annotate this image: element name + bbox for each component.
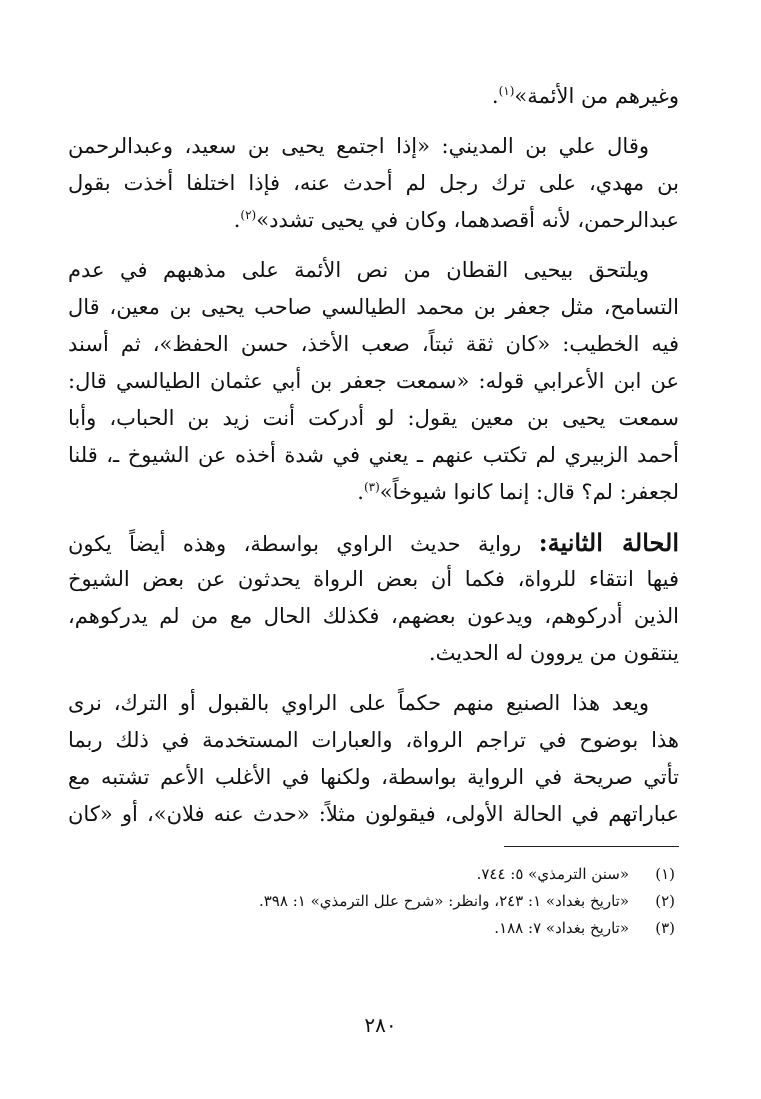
paragraph-1 <box>68 78 679 115</box>
footnote-ref: (٢) <box>240 208 257 222</box>
text-line: بن مهدي، على ترك رجل لم أحدث عنه، فإذا اختلفا أخذت بقول <box>68 171 679 195</box>
text-line: ينتقون من يروون له الحديث. <box>428 641 679 665</box>
footnote-text: «سنن الترمذي» ٥: ٧٤٤. <box>476 865 629 883</box>
text-line: وقال علي بن المديني: «إذا اجتمع يحيى بن سعيد، وعبدالرحمن <box>68 134 649 158</box>
paragraph-2 <box>68 128 679 239</box>
text-line: تأتي صريحة في الرواية بواسطة، ولكنها في الأغلب الأعم تشتبه مع <box>68 765 679 789</box>
text-line: الذين أدركوهم، ويدعون بعضهم، فكذلك الحال مع من لم يدركوهم، <box>68 604 679 628</box>
footnote-ref: (١) <box>498 84 515 98</box>
paragraph-4 <box>68 524 679 672</box>
text-line: فيها انتقاء للرواة، فكما أن بعض الرواة يحدثون عن بعض الشيوخ <box>68 567 679 591</box>
text-line: وغيرهم من الأئمة»$^{(١)}$. <box>491 84 679 108</box>
footnote-number: (٢) <box>655 892 675 910</box>
footnote-ref: (٣) <box>363 480 380 494</box>
footnote-text: «تاريخ بغداد» ٧: ١٨٨. <box>494 919 629 937</box>
page-number: ٢٨٠ <box>364 1013 397 1037</box>
footnote-number: (٣) <box>655 919 675 937</box>
text-line: ويلتحق بيحيى القطان من نص الأئمة على مذهبهم في عدم <box>68 258 649 282</box>
section-heading: الحالة الثانية: <box>538 528 679 557</box>
text-line: التسامح، مثل جعفر بن محمد الطيالسي صاحب يحيى بن معين، قال <box>68 295 679 319</box>
text-line: سمعت يحيى بن معين يقول: لو أدركت أنت زيد بن الحباب، وأبا <box>68 406 679 430</box>
paragraph-3 <box>68 252 679 511</box>
footnote <box>68 861 679 888</box>
text-line: لجعفر: لم؟ قال: إنما كانوا شيوخاً»$^{(٣)}$. <box>357 480 679 504</box>
footnotes <box>68 861 679 942</box>
paragraph-5 <box>68 685 679 833</box>
text-line: هذا بوضوح في تراجم الرواة، والعبارات المستخدمة في ذلك ربما <box>68 728 679 752</box>
text-line: فيه الخطيب: «كان ثقة ثبتاً، صعب الأخذ، حسن الحفظ»، ثم أسند <box>68 332 679 356</box>
text-line: ويعد هذا الصنيع منهم حكماً على الراوي بالقبول أو الترك، نرى <box>68 691 649 715</box>
footnote-number: (١) <box>655 865 675 883</box>
footnote-divider <box>504 846 679 847</box>
text-line: عبدالرحمن، لأنه أقصدهما، وكان في يحيى تشدد»$^{(٢)}$. <box>233 208 679 232</box>
text-line: أحمد الزبيري لم تكتب عنهم ـ يعني في شدة أخذه عن الشيوخ ـ، قلنا <box>68 443 679 467</box>
text-line: الحالة الثانية: رواية حديث الراوي بواسطة، وهذه أيضاً يكون <box>68 528 679 557</box>
text-line: عباراتهم في الحالة الأولى، فيقولون مثلاً: «حدث عنه فلان»، أو «كان <box>68 802 679 826</box>
footnote <box>68 915 679 942</box>
footnote <box>68 888 679 915</box>
text-line: عن ابن الأعرابي قوله: «سمعت جعفر بن أبي عثمان الطيالسي قال: <box>68 369 679 393</box>
footnote-text: «تاريخ بغداد» ١: ٢٤٣، وانظر: «شرح علل الترمذي» ١: ٣٩٨. <box>258 892 629 910</box>
